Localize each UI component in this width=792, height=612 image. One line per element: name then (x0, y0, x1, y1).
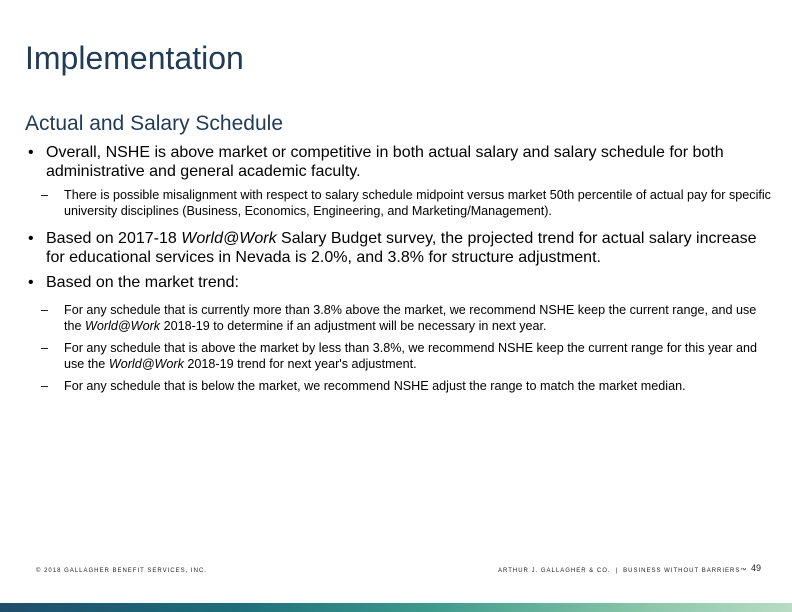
footer-company: ARTHUR J. GALLAGHER & CO. (498, 568, 611, 574)
bullet-marker: • (28, 230, 34, 247)
footer-copyright: © 2018 GALLAGHER BENEFIT SERVICES, INC. (36, 568, 207, 574)
sub-bullet-marker: – (41, 341, 49, 355)
sub-bullet-text-start: For any schedule that is currently more than 3.8% above the market, we recommend NSHE keep the current range, and use the (64, 303, 757, 333)
footer-separator: | (615, 568, 619, 574)
sub-bullet-text: For any schedule that is below the market, we recommend NSHE adjust the range to match the market median. (64, 379, 686, 393)
sub-bullet-item (28, 302, 774, 334)
bullet-item (28, 229, 774, 267)
footer-tagline: BUSINESS WITHOUT BARRIERS™ (623, 568, 748, 574)
slide-subtitle: Actual and Salary Schedule (25, 112, 283, 135)
bullet-text-end: Salary Budget survey, the projected trend for actual salary increase for educational services in Nevada is 2.0%, and 3.8% for structure adjustment. (46, 230, 757, 266)
sub-bullet-item (28, 187, 774, 219)
page-number: 49 (751, 563, 762, 573)
sub-bullet-text-start: For any schedule that is above the market by less than 3.8%, we recommend NSHE keep the current range for this year and use the (64, 341, 758, 371)
sub-bullet-text: There is possible misalignment with respect to salary schedule midpoint versus market 50th percentile of actual pay for specific university disciplines (Business, Economics, Engineering, and Marketing/Management). (64, 188, 771, 218)
bullet-item (28, 143, 774, 181)
footer-company-line (498, 568, 747, 574)
bullet-item (28, 273, 774, 292)
bullet-list (28, 143, 774, 400)
bullet-marker: • (28, 274, 34, 291)
sub-bullet-marker: – (41, 379, 49, 393)
sub-bullet-marker: – (41, 188, 49, 202)
bullet-text-start: Based on 2017-18 (46, 230, 182, 247)
sub-bullet-item (28, 378, 774, 394)
sub-bullet-marker: – (41, 303, 49, 317)
sub-bullet-text-italic: World@Work (108, 357, 184, 371)
sub-bullet-text-end: 2018-19 to determine if an adjustment will be necessary in next year. (160, 319, 547, 333)
sub-bullet-text-end: 2018-19 trend for next year's adjustment. (183, 357, 417, 371)
bullet-text: Overall, NSHE is above market or competitive in both actual salary and salary schedule for both administrative and general academic faculty. (46, 144, 724, 180)
sub-bullet-item (28, 340, 774, 372)
bullet-text-italic: World@Work (181, 230, 277, 247)
bottom-gradient-bar (0, 603, 792, 612)
slide-title: Implementation (25, 40, 244, 76)
bullet-text: Based on the market trend: (46, 274, 239, 291)
bullet-marker: • (28, 144, 34, 161)
sub-bullet-text-italic: World@Work (85, 319, 161, 333)
